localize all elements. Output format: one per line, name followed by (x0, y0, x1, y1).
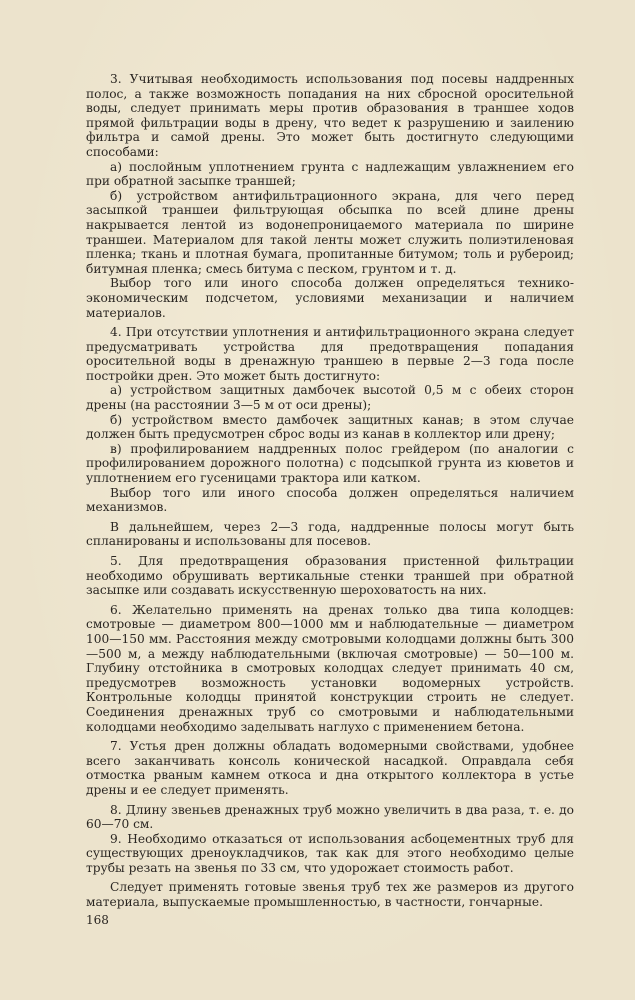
paragraph-4b: б) устройством вместо дамбочек защитных канав; в этом случае должен быть предусмотрен сброс воды из канав в коллектор или дрену; (86, 412, 574, 442)
paragraph-9-note: Следует применять готовые звенья труб тех же размеров из другого материала, выпускаемые промышленностью, в частности, гончарные. (86, 880, 574, 910)
paragraph-7: 7. Устья дрен должны обладать водомерными свойствами, удобнее всего заканчивать консоль конической насадкой. Оправдала себя отмостка рваным камнем откоса и дна открытого коллектора в устье дрены и ее следует применять. (86, 739, 574, 797)
body-text (86, 72, 574, 915)
paragraph-4a: а) устройством защитных дамбочек высотой 0,5 м с обеих сторон дрены (на расстоянии 3—5 м от оси дрены); (86, 383, 574, 413)
paragraph-6: 6. Желательно применять на дренах только два типа колодцев: смотровые — диаметром 800—1000 мм и наблюдательные — диаметром 100—150 мм. Расстояния между смотровыми колодцами должны быть 300—500 м, а между наблюдательными (включая смотровые) — 50—100 м. Глубину отстойника в смотровых колодцах следует принимать 40 см, предусмотрев возможность установки водомерных устройств. Контрольные колодцы принятой конструкции строить не следует. Соединения дренажных труб со смотровыми и наблюдательными колодцами необходимо заделывать наглухо с применением бетона. (86, 602, 574, 734)
page-number: 168 (86, 913, 109, 927)
paragraph-3b: б) устройством антифильтрационного экрана, для чего перед засыпкой траншеи фильтрующая обсыпка по всей длине дрены накрывается лентой из водонепроницаемого материала по ширине траншеи. Материалом для такой ленты может служить полиэтиленовая пленка; ткань и плотная бумага, пропитанные битумом; толь и рубероид; битумная пленка; смесь битума с песком, грунтом и т. д. (86, 188, 574, 276)
paragraph-4-later: В дальнейшем, через 2—3 года, наддренные полосы могут быть спланированы и использованы для посевов. (86, 519, 574, 549)
paragraph-4: 4. При отсутствии уплотнения и антифильтрационного экрана следует предусматривать устройства для предотвращения попадания оросительной воды в дренажную траншею в первые 2—3 года после постройки дрен. Это может быть достигнуто: (86, 325, 574, 383)
paragraph-4c: в) профилированием наддренных полос грейдером (по аналогии с профилированием дорожного полотна) с подсыпкой грунта из кюветов и уплотнением его гусеницами трактора или катком. (86, 441, 574, 486)
paragraph-5: 5. Для предотвращения образования пристенной фильтрации необходимо обрушивать вертикальные стенки траншей при обратной засыпке или создавать искусственную шероховатость на них. (86, 554, 574, 598)
paragraph-3a: а) послойным уплотнением грунта с надлежащим увлажнением его при обратной засыпке траншей; (86, 159, 574, 189)
paragraph-3-conclusion: Выбор того или иного способа должен определяться технико-экономическим подсчетом, условиями механизации и наличием материалов. (86, 276, 574, 320)
paragraph-3: 3. Учитывая необходимость использования под посевы наддренных полос, а также возможность попадания на них сбросной оросительной воды, следует принимать меры против образования в траншее ходов прямой фильтрации воды в дрену, что ведет к разрушению и заилению фильтра и самой дрены. Это может быть достигнуто следующими способами: (86, 72, 574, 159)
paragraph-9: 9. Необходимо отказаться от использования асбоцементных труб для существующих дреноукладчиков, так как для этого необходимо целые трубы резать на звенья по 33 см, что удорожает стоимость работ. (86, 831, 574, 875)
paragraph-4-conclusion: Выбор того или иного способа должен определяться наличием механизмов. (86, 485, 574, 515)
paragraph-8: 8. Длину звеньев дренажных труб можно увеличить в два раза, т. е. до 60—70 см. (86, 802, 574, 832)
